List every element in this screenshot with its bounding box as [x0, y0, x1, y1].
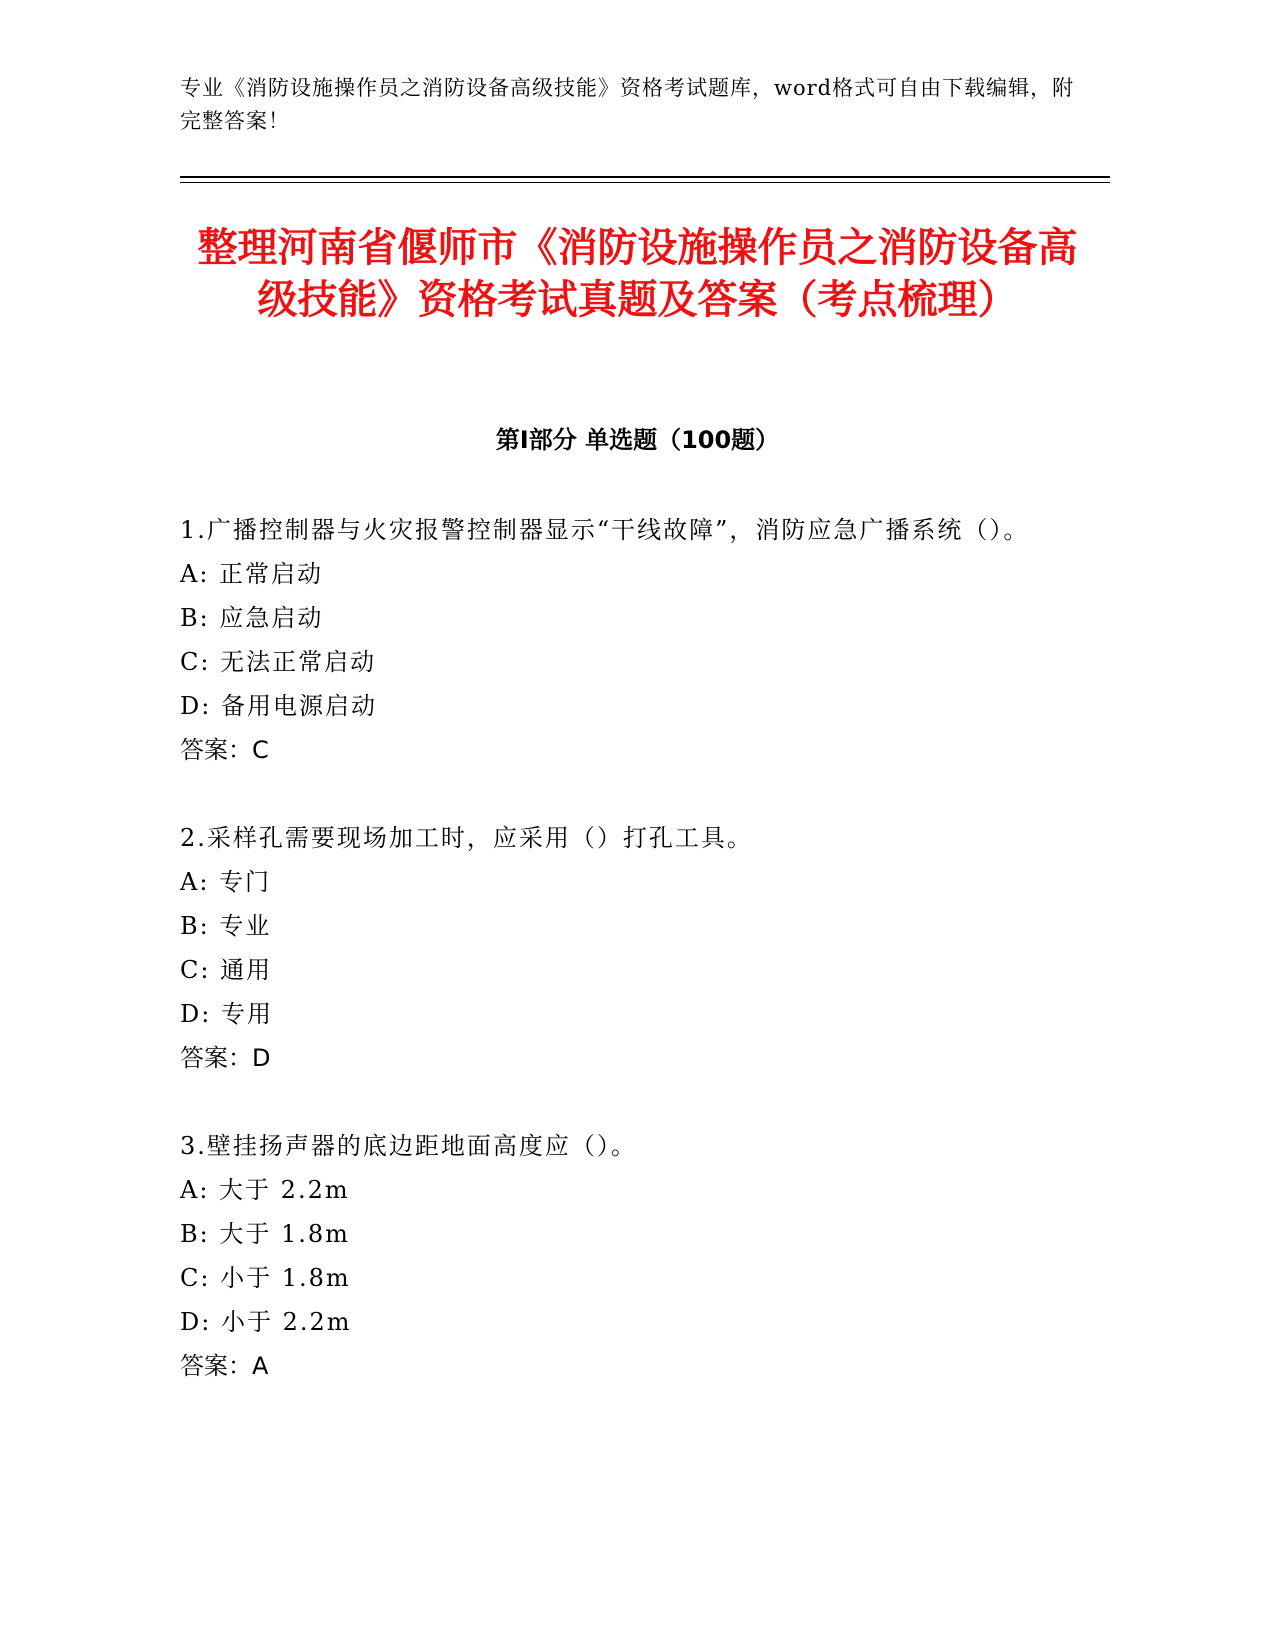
option-a: A: 正常启动 [180, 560, 324, 588]
question-stem: 3.壁挂扬声器的底边距地面高度应（）。 [180, 1132, 637, 1160]
answer: 答案：D [180, 1044, 271, 1072]
question-stem: 1.广播控制器与火灾报警控制器显示“干线故障”，消防应急广播系统（）。 [180, 516, 1030, 544]
option-b: B: 大于 1.8m [180, 1220, 350, 1248]
header-rule-thick [180, 176, 1110, 178]
header-note: 专业《消防设施操作员之消防设备高级技能》资格考试题库，word格式可自由下载编辑，附完整答案！ [180, 76, 1075, 133]
question-stem: 2.采样孔需要现场加工时，应采用（）打孔工具。 [180, 824, 753, 852]
question-3 [180, 1124, 1080, 1388]
answer: 答案：C [180, 736, 269, 764]
question-2 [180, 816, 1080, 1080]
answer: 答案：A [180, 1352, 269, 1380]
option-a: A: 大于 2.2m [180, 1176, 350, 1204]
option-d: D: 小于 2.2m [180, 1308, 352, 1336]
question-1 [180, 508, 1080, 772]
option-d: D: 专用 [180, 1000, 273, 1028]
option-b: B: 专业 [180, 912, 272, 940]
section-heading: 第Ⅰ部分 单选题（100题） [495, 426, 780, 454]
question-list [180, 508, 1080, 1432]
option-a: A: 专门 [180, 868, 272, 896]
option-c: C: 小于 1.8m [180, 1264, 351, 1292]
option-d: D: 备用电源启动 [180, 692, 377, 720]
header-rule-thin [180, 182, 1110, 183]
option-c: C: 通用 [180, 956, 273, 984]
option-c: C: 无法正常启动 [180, 648, 377, 676]
option-b: B: 应急启动 [180, 604, 324, 632]
document-title: 整理河南省偃师市《消防设施操作员之消防设备高级技能》资格考试真题及答案（考点梳理） [197, 225, 1078, 323]
